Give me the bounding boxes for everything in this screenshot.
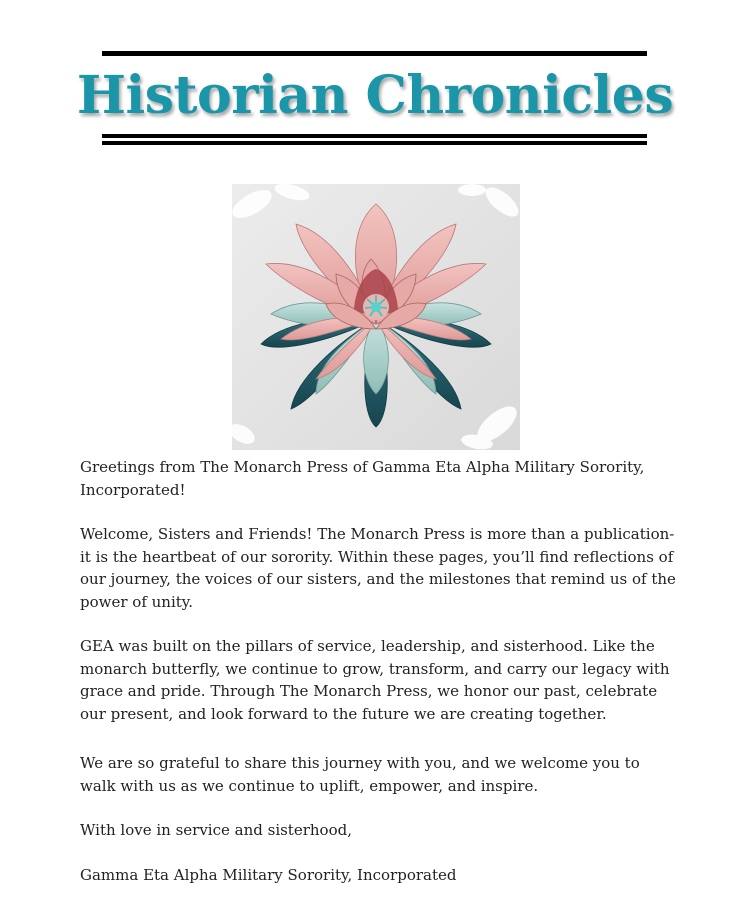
header-bottom-rule — [102, 134, 647, 138]
page-title: Historian Chronicles — [76, 65, 674, 126]
greeting-text: Greetings from The Monarch Press of Gamma Eta Alpha Military Sorority, Incorporated! — [80, 458, 645, 499]
closing-text: With love in service and sisterhood, — [80, 821, 352, 839]
mission-paragraph: GEA was built on the pillars of service, leadership, and sisterhood. Like the monarch butterfly, we continue to grow, transform, and carry our legacy with grace and pride. Through The Monarch Press, we honor our past, celebrate our present, and look forward to the future we are creating together. — [80, 637, 670, 723]
gratitude-paragraph: We are so grateful to share this journey with you, and we welcome you to walk with us as we continue to uplift, empower, and inspire. — [80, 754, 640, 795]
header-top-rule — [102, 51, 647, 56]
lotus-flower-image — [232, 184, 520, 450]
signature-text: Gamma Eta Alpha Military Sorority, Incorporated — [80, 866, 457, 884]
welcome-paragraph: Welcome, Sisters and Friends! The Monarch Press is more than a publication- it is the heartbeat of our sorority. Within these pages, you’ll find reflections of our journey, the voices of our sisters, and the milestones that remind us of the power of unity. — [80, 525, 676, 611]
header-bottom-rule-2 — [102, 141, 647, 145]
